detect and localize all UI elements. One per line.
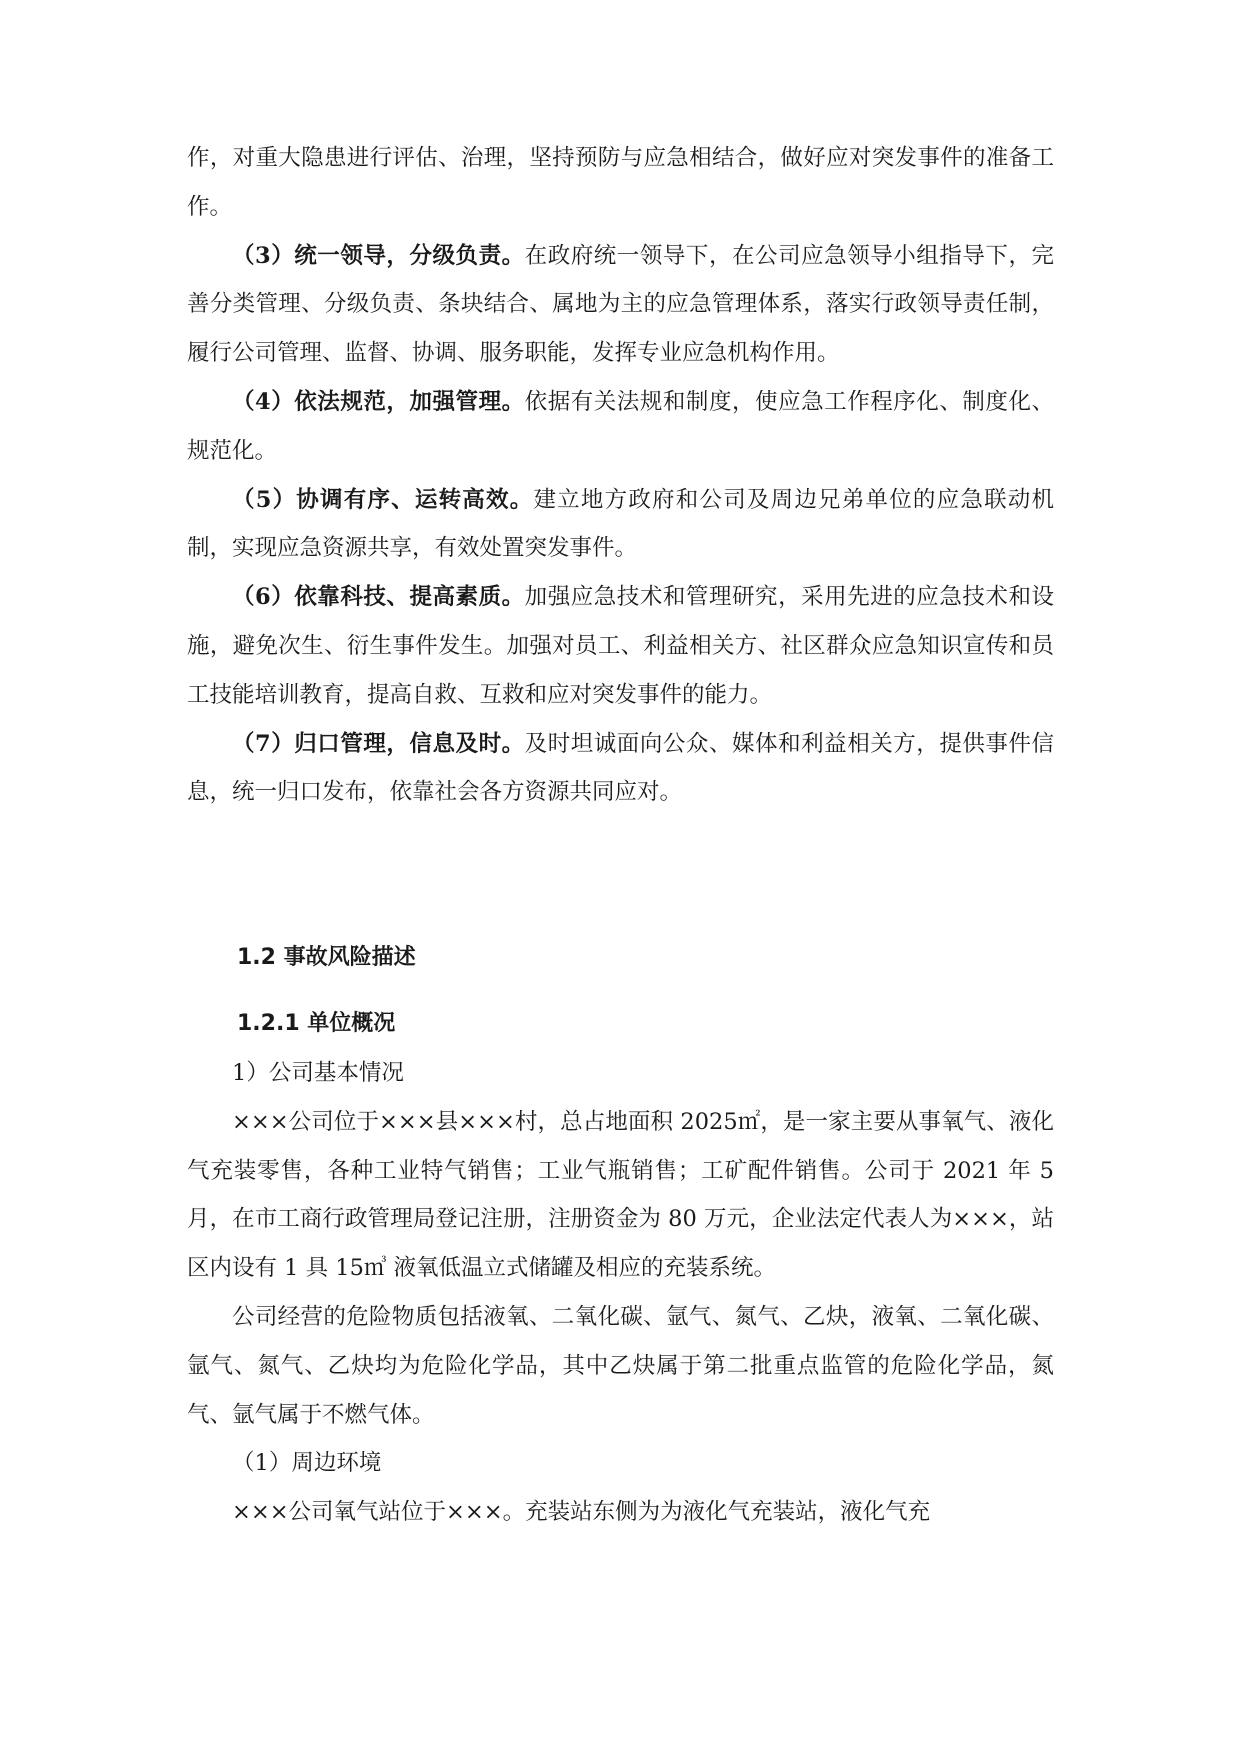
principle-7	[187, 720, 1054, 818]
principle-5-text: 建立地方政府和公司及周边兄弟单位的应急联动机制，实现应急资源共享，有效处置突发事件。	[187, 486, 1054, 562]
principle-6-text: 加强应急技术和管理研究，采用先进的应急技术和设施，避免次生、衍生事件发生。加强对员工、利益相关方、社区群众应急知识宣传和员工技能培训教育，提高自救、互救和应对突发事件的能力。	[187, 584, 1054, 708]
company-description: ×××公司位于×××县×××村，总占地面积 2025㎡，是一家主要从事氧气、液化气充装零售，各种工业特气销售；工业气瓶销售；工矿配件销售。公司于 2021 年 5 月，在市工商行政管理局登记注册，注册资金为 80 万元，企业法定代表人为×××，站区内设有 1 具 15㎥ 液氧低温立式储罐及相应的充装系统。	[187, 1108, 1054, 1282]
subheading-surroundings: （1）周边环境	[232, 1450, 382, 1477]
principle-6	[187, 573, 1054, 719]
company-overview-section	[187, 1049, 1054, 1537]
principle-3-title: （3）统一领导，分级负责。	[232, 242, 525, 269]
principle-3-text: 在政府统一领导下，在公司应急领导小组指导下，完善分类管理、分级负责、条块结合、属地为主的应急管理体系，落实行政领导责任制，履行公司管理、监督、协调、服务职能，发挥专业应急机构作用。	[187, 242, 1054, 367]
hazardous-materials: 公司经营的危险物质包括液氧、二氧化碳、氩气、氮气、乙炔，液氧、二氧化碳、氩气、氮气、乙炔均为危险化学品，其中乙炔属于第二批重点监管的危险化学品，氮气、氩气属于不燃气体。	[187, 1303, 1054, 1428]
subheading-basic-info: 1）公司基本情况	[232, 1060, 404, 1086]
principle-3	[187, 232, 1054, 378]
principles-section	[187, 134, 1054, 817]
principle-5-title: （5）协调有序、运转高效。	[232, 486, 534, 513]
principle-4	[187, 378, 1054, 476]
principle-4-text: 依据有关法规和制度，使应急工作程序化、制度化、规范化。	[187, 388, 1054, 464]
principle-6-title: （6）依靠科技、提高素质。	[232, 584, 525, 611]
surroundings-text: ×××公司氧气站位于×××。充装站东侧为为液化气充装站，液化气充	[232, 1499, 931, 1526]
paragraph-continuation: 作，对重大隐患进行评估、治理，坚持预防与应急相结合，做好应对突发事件的准备工作。	[187, 145, 1054, 220]
principle-7-text: 及时坦诚面向公众、媒体和利益相关方，提供事件信息，统一归口发布，依靠社会各方资源共同应对。	[187, 730, 1054, 806]
principle-7-title: （7）归口管理，信息及时。	[232, 730, 525, 757]
principle-5	[187, 476, 1054, 574]
principle-4-title: （4）依法规范，加强管理。	[232, 388, 525, 415]
section-heading-1-2-1: 1.2.1 单位概况	[237, 1011, 396, 1036]
section-heading-1-2: 1.2 事故风险描述	[237, 945, 416, 970]
